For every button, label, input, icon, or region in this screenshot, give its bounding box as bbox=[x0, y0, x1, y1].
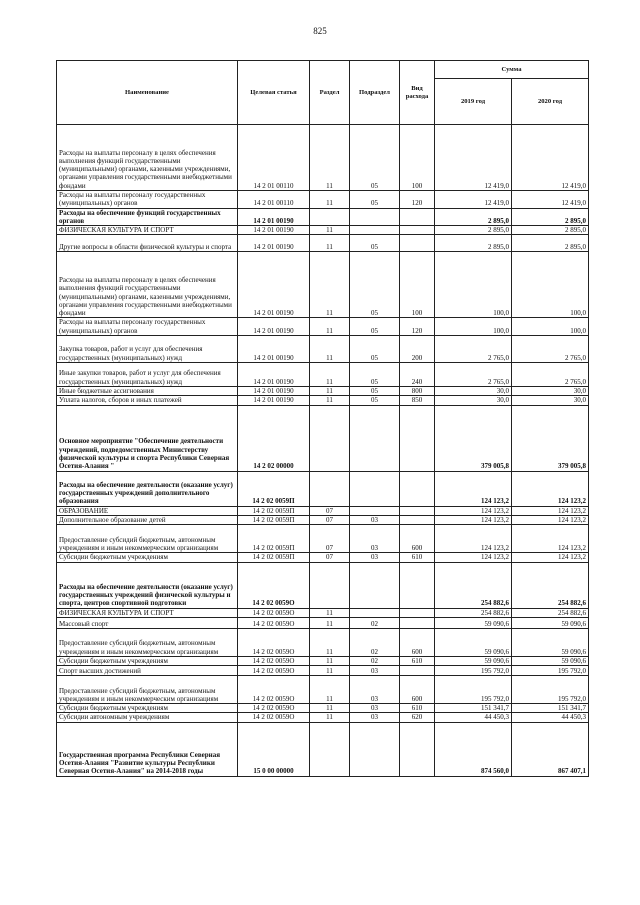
row-target-article: 14 2 02 0059О bbox=[238, 713, 310, 722]
row-amount-2020: 12 419,0 bbox=[512, 191, 589, 209]
row-section: 11 bbox=[310, 656, 350, 665]
table-row bbox=[57, 628, 589, 656]
row-subsection bbox=[350, 471, 400, 506]
table-body bbox=[57, 125, 589, 777]
row-expense-type: 620 bbox=[400, 713, 435, 722]
table-row bbox=[57, 617, 589, 628]
row-target-article: 14 2 02 00000 bbox=[238, 405, 310, 471]
row-subsection bbox=[350, 208, 400, 226]
row-amount-2019: 2 765,0 bbox=[435, 336, 512, 363]
row-amount-2020: 195 792,0 bbox=[512, 666, 589, 676]
row-subsection: 05 bbox=[350, 235, 400, 252]
row-subsection: 02 bbox=[350, 628, 400, 656]
row-expense-type: 120 bbox=[400, 191, 435, 209]
row-target-article: 14 2 01 00110 bbox=[238, 125, 310, 191]
row-amount-2020: 124 123,2 bbox=[512, 553, 589, 562]
row-subsection bbox=[350, 608, 400, 617]
table-row bbox=[57, 525, 589, 553]
row-amount-2019: 151 341,7 bbox=[435, 704, 512, 713]
row-target-article: 15 0 00 00000 bbox=[238, 722, 310, 776]
row-subsection: 02 bbox=[350, 617, 400, 628]
row-expense-type: 200 bbox=[400, 336, 435, 363]
row-target-article: 14 2 02 0059О bbox=[238, 704, 310, 713]
row-section: 11 bbox=[310, 617, 350, 628]
row-subsection: 03 bbox=[350, 704, 400, 713]
row-expense-type: 100 bbox=[400, 252, 435, 318]
row-target-article: 14 2 02 0059П bbox=[238, 515, 310, 524]
row-target-article: 14 2 02 0059О bbox=[238, 617, 310, 628]
row-amount-2020: 59 090,6 bbox=[512, 656, 589, 665]
row-amount-2020: 254 882,6 bbox=[512, 608, 589, 617]
row-expense-type: 800 bbox=[400, 387, 435, 396]
row-subsection: 05 bbox=[350, 125, 400, 191]
row-section: 11 bbox=[310, 235, 350, 252]
table-row bbox=[57, 666, 589, 676]
row-amount-2019: 100,0 bbox=[435, 252, 512, 318]
row-section: 11 bbox=[310, 252, 350, 318]
row-section: 11 bbox=[310, 125, 350, 191]
header-subsection: Подраздел bbox=[350, 61, 400, 125]
row-target-article: 14 2 01 00190 bbox=[238, 363, 310, 387]
row-amount-2019: 30,0 bbox=[435, 387, 512, 396]
row-expense-type: 600 bbox=[400, 676, 435, 704]
row-amount-2019: 379 005,8 bbox=[435, 405, 512, 471]
table-row bbox=[57, 191, 589, 209]
table-row bbox=[57, 125, 589, 191]
row-amount-2020: 379 005,8 bbox=[512, 405, 589, 471]
header-expense-type: Вид расхода bbox=[400, 61, 435, 125]
header-year-2019: 2019 год bbox=[435, 79, 512, 125]
row-expense-type: 240 bbox=[400, 363, 435, 387]
row-name: Основное мероприятие "Обеспечение деятельности учреждений, подведомственных Министерству физической культуры и спорта Республики Северная Осетия-Алания " bbox=[57, 405, 238, 471]
row-section: 11 bbox=[310, 713, 350, 722]
row-section: 11 bbox=[310, 387, 350, 396]
header-year-2020: 2020 год bbox=[512, 79, 589, 125]
row-amount-2020: 2 895,0 bbox=[512, 235, 589, 252]
row-section: 11 bbox=[310, 191, 350, 209]
table-row bbox=[57, 363, 589, 387]
row-name: Иные бюджетные ассигнования bbox=[57, 387, 238, 396]
row-name: Расходы на выплаты персоналу в целях обеспечения выполнения функций государственными (муниципальными) органами, казенными учреждениями, органами управления государственными внебюджетными фондами bbox=[57, 125, 238, 191]
row-amount-2020: 12 419,0 bbox=[512, 125, 589, 191]
row-subsection: 05 bbox=[350, 396, 400, 405]
table-row bbox=[57, 387, 589, 396]
row-expense-type bbox=[400, 666, 435, 676]
budget-table bbox=[56, 60, 589, 777]
row-section: 11 bbox=[310, 628, 350, 656]
row-amount-2020: 59 090,6 bbox=[512, 628, 589, 656]
table-row bbox=[57, 562, 589, 608]
row-amount-2019: 30,0 bbox=[435, 396, 512, 405]
row-expense-type bbox=[400, 405, 435, 471]
row-amount-2019: 59 090,6 bbox=[435, 628, 512, 656]
table-row bbox=[57, 471, 589, 506]
row-amount-2020: 867 407,1 bbox=[512, 722, 589, 776]
row-section: 11 bbox=[310, 666, 350, 676]
row-amount-2019: 124 123,2 bbox=[435, 506, 512, 515]
row-section: 11 bbox=[310, 396, 350, 405]
row-section: 11 bbox=[310, 226, 350, 235]
row-target-article: 14 2 02 0059О bbox=[238, 666, 310, 676]
row-amount-2019: 195 792,0 bbox=[435, 676, 512, 704]
row-amount-2020: 2 895,0 bbox=[512, 208, 589, 226]
row-target-article: 14 2 01 00190 bbox=[238, 396, 310, 405]
row-expense-type bbox=[400, 562, 435, 608]
row-target-article: 14 2 01 00110 bbox=[238, 191, 310, 209]
row-subsection: 02 bbox=[350, 656, 400, 665]
row-section: 11 bbox=[310, 318, 350, 336]
row-subsection: 05 bbox=[350, 318, 400, 336]
row-amount-2020: 100,0 bbox=[512, 252, 589, 318]
row-target-article: 14 2 02 0059П bbox=[238, 525, 310, 553]
header-target-article: Целевая статья bbox=[238, 61, 310, 125]
row-target-article: 14 2 02 0059П bbox=[238, 506, 310, 515]
row-section: 11 bbox=[310, 363, 350, 387]
row-target-article: 14 2 02 0059П bbox=[238, 471, 310, 506]
row-subsection bbox=[350, 722, 400, 776]
page-number: 825 bbox=[313, 26, 327, 36]
row-name: Субсидии автономным учреждениям bbox=[57, 713, 238, 722]
row-target-article: 14 2 01 00190 bbox=[238, 336, 310, 363]
row-name: Расходы на выплаты персоналу государственных (муниципальных) органов bbox=[57, 191, 238, 209]
row-target-article: 14 2 01 00190 bbox=[238, 318, 310, 336]
row-name: ОБРАЗОВАНИЕ bbox=[57, 506, 238, 515]
header-sum: Сумма bbox=[435, 61, 589, 79]
row-amount-2019: 12 419,0 bbox=[435, 191, 512, 209]
row-amount-2020: 151 341,7 bbox=[512, 704, 589, 713]
row-amount-2019: 59 090,6 bbox=[435, 617, 512, 628]
row-expense-type: 610 bbox=[400, 553, 435, 562]
row-amount-2020: 124 123,2 bbox=[512, 515, 589, 524]
row-amount-2020: 2 895,0 bbox=[512, 226, 589, 235]
row-expense-type: 610 bbox=[400, 704, 435, 713]
row-target-article: 14 2 01 00190 bbox=[238, 208, 310, 226]
row-amount-2020: 100,0 bbox=[512, 318, 589, 336]
row-expense-type bbox=[400, 226, 435, 235]
table-row bbox=[57, 252, 589, 318]
row-expense-type bbox=[400, 235, 435, 252]
row-amount-2019: 124 123,2 bbox=[435, 553, 512, 562]
header-name: Наименование bbox=[57, 61, 238, 125]
row-subsection bbox=[350, 562, 400, 608]
row-target-article: 14 2 02 0059О bbox=[238, 562, 310, 608]
table-row bbox=[57, 318, 589, 336]
row-amount-2019: 2 895,0 bbox=[435, 226, 512, 235]
row-name: Предоставление субсидий бюджетным, автономным учреждениям и иным некоммерческим организациям bbox=[57, 525, 238, 553]
row-expense-type bbox=[400, 506, 435, 515]
row-name: Дополнительное образование детей bbox=[57, 515, 238, 524]
row-amount-2020: 124 123,2 bbox=[512, 506, 589, 515]
row-name: Субсидии бюджетным учреждениям bbox=[57, 704, 238, 713]
row-subsection: 05 bbox=[350, 336, 400, 363]
row-target-article: 14 2 01 00190 bbox=[238, 235, 310, 252]
table-row bbox=[57, 608, 589, 617]
table-row bbox=[57, 515, 589, 524]
row-name: Субсидии бюджетным учреждениям bbox=[57, 656, 238, 665]
row-subsection bbox=[350, 405, 400, 471]
table-row bbox=[57, 208, 589, 226]
row-expense-type: 120 bbox=[400, 318, 435, 336]
row-name: Расходы на выплаты персоналу в целях обеспечения выполнения функций государственными (муниципальными) органами, казенными учреждениями, органами управления государственными внебюджетными фондами bbox=[57, 252, 238, 318]
row-expense-type bbox=[400, 617, 435, 628]
row-subsection: 05 bbox=[350, 387, 400, 396]
row-expense-type: 610 bbox=[400, 656, 435, 665]
row-subsection bbox=[350, 226, 400, 235]
row-name: Закупка товаров, работ и услуг для обеспечения государственных (муниципальных) нужд bbox=[57, 336, 238, 363]
row-target-article: 14 2 01 00190 bbox=[238, 252, 310, 318]
row-section: 07 bbox=[310, 525, 350, 553]
table-row bbox=[57, 704, 589, 713]
row-target-article: 14 2 02 0059О bbox=[238, 628, 310, 656]
row-section bbox=[310, 405, 350, 471]
row-amount-2020: 254 882,6 bbox=[512, 562, 589, 608]
row-amount-2019: 195 792,0 bbox=[435, 666, 512, 676]
row-amount-2019: 100,0 bbox=[435, 318, 512, 336]
row-name: Расходы на обеспечение деятельности (оказание услуг) государственных учреждений физической культуры и спорта, центров спортивной подготовки bbox=[57, 562, 238, 608]
row-name: Государственная программа Республики Северная Осетия-Алания "Развитие культуры Республики Северная Осетия-Алания" на 2014-2018 годы bbox=[57, 722, 238, 776]
row-section bbox=[310, 722, 350, 776]
row-name: ФИЗИЧЕСКАЯ КУЛЬТУРА И СПОРТ bbox=[57, 226, 238, 235]
row-section: 07 bbox=[310, 515, 350, 524]
row-amount-2019: 2 765,0 bbox=[435, 363, 512, 387]
row-section bbox=[310, 562, 350, 608]
row-subsection: 03 bbox=[350, 676, 400, 704]
row-expense-type: 850 bbox=[400, 396, 435, 405]
row-amount-2020: 30,0 bbox=[512, 387, 589, 396]
row-target-article: 14 2 02 0059О bbox=[238, 656, 310, 665]
row-subsection: 03 bbox=[350, 515, 400, 524]
table-row bbox=[57, 405, 589, 471]
row-name: Иные закупки товаров, работ и услуг для обеспечения государственных (муниципальных) нужд bbox=[57, 363, 238, 387]
row-name: Спорт высших достижений bbox=[57, 666, 238, 676]
row-section bbox=[310, 208, 350, 226]
row-name: Расходы на обеспечение функций государственных органов bbox=[57, 208, 238, 226]
row-name: Расходы на обеспечение деятельности (оказание услуг) государственных учреждений дополнительного образования bbox=[57, 471, 238, 506]
row-amount-2019: 2 895,0 bbox=[435, 208, 512, 226]
table-row bbox=[57, 713, 589, 722]
table-row bbox=[57, 676, 589, 704]
row-subsection: 03 bbox=[350, 553, 400, 562]
row-target-article: 14 2 02 0059О bbox=[238, 676, 310, 704]
table-row bbox=[57, 656, 589, 665]
row-section bbox=[310, 471, 350, 506]
row-name: Уплата налогов, сборов и иных платежей bbox=[57, 396, 238, 405]
row-amount-2019: 2 895,0 bbox=[435, 235, 512, 252]
row-amount-2020: 44 450,3 bbox=[512, 713, 589, 722]
row-expense-type: 600 bbox=[400, 628, 435, 656]
row-target-article: 14 2 02 0059О bbox=[238, 608, 310, 617]
row-amount-2019: 874 560,0 bbox=[435, 722, 512, 776]
row-target-article: 14 2 01 00190 bbox=[238, 226, 310, 235]
row-name: Массовый спорт bbox=[57, 617, 238, 628]
row-amount-2020: 59 090,6 bbox=[512, 617, 589, 628]
row-subsection: 05 bbox=[350, 252, 400, 318]
row-name: Расходы на выплаты персоналу государственных (муниципальных) органов bbox=[57, 318, 238, 336]
row-section: 11 bbox=[310, 336, 350, 363]
row-section: 11 bbox=[310, 676, 350, 704]
row-subsection: 03 bbox=[350, 713, 400, 722]
row-subsection: 03 bbox=[350, 666, 400, 676]
row-amount-2019: 254 882,6 bbox=[435, 562, 512, 608]
row-expense-type bbox=[400, 208, 435, 226]
row-expense-type: 100 bbox=[400, 125, 435, 191]
table-row bbox=[57, 226, 589, 235]
row-section: 07 bbox=[310, 506, 350, 515]
row-section: 07 bbox=[310, 553, 350, 562]
row-expense-type bbox=[400, 471, 435, 506]
row-target-article: 14 2 02 0059П bbox=[238, 553, 310, 562]
row-expense-type bbox=[400, 722, 435, 776]
table-row bbox=[57, 235, 589, 252]
row-name: Другие вопросы в области физической культуры и спорта bbox=[57, 235, 238, 252]
row-amount-2019: 124 123,2 bbox=[435, 525, 512, 553]
row-amount-2019: 124 123,2 bbox=[435, 515, 512, 524]
table-row bbox=[57, 506, 589, 515]
row-amount-2019: 254 882,6 bbox=[435, 608, 512, 617]
row-amount-2020: 2 765,0 bbox=[512, 363, 589, 387]
row-amount-2019: 124 123,2 bbox=[435, 471, 512, 506]
header-section: Раздел bbox=[310, 61, 350, 125]
row-expense-type bbox=[400, 515, 435, 524]
row-subsection: 05 bbox=[350, 191, 400, 209]
row-amount-2020: 195 792,0 bbox=[512, 676, 589, 704]
row-subsection: 05 bbox=[350, 363, 400, 387]
row-expense-type: 600 bbox=[400, 525, 435, 553]
row-amount-2020: 124 123,2 bbox=[512, 525, 589, 553]
row-amount-2019: 44 450,3 bbox=[435, 713, 512, 722]
row-amount-2019: 12 419,0 bbox=[435, 125, 512, 191]
row-section: 11 bbox=[310, 704, 350, 713]
row-section: 11 bbox=[310, 608, 350, 617]
row-name: Субсидии бюджетным учреждениям bbox=[57, 553, 238, 562]
row-amount-2020: 30,0 bbox=[512, 396, 589, 405]
row-name: ФИЗИЧЕСКАЯ КУЛЬТУРА И СПОРТ bbox=[57, 608, 238, 617]
row-name: Предоставление субсидий бюджетным, автономным учреждениям и иным некоммерческим организациям bbox=[57, 676, 238, 704]
row-amount-2020: 124 123,2 bbox=[512, 471, 589, 506]
row-expense-type bbox=[400, 608, 435, 617]
table-row bbox=[57, 722, 589, 776]
row-amount-2019: 59 090,6 bbox=[435, 656, 512, 665]
table-row bbox=[57, 396, 589, 405]
row-amount-2020: 2 765,0 bbox=[512, 336, 589, 363]
row-subsection: 03 bbox=[350, 525, 400, 553]
row-name: Предоставление субсидий бюджетным, автономным учреждениям и иным некоммерческим организациям bbox=[57, 628, 238, 656]
table-row bbox=[57, 336, 589, 363]
table-row bbox=[57, 553, 589, 562]
row-target-article: 14 2 01 00190 bbox=[238, 387, 310, 396]
row-subsection bbox=[350, 506, 400, 515]
